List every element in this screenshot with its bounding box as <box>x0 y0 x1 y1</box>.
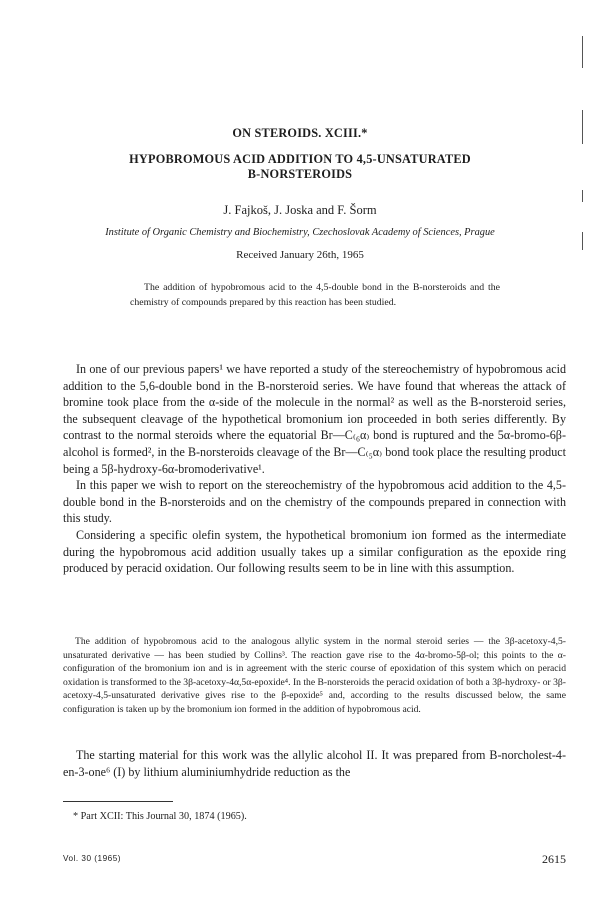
volume-label: Vol. 30 (1965) <box>63 854 121 863</box>
scan-edge-mark <box>582 36 583 68</box>
body-paragraph: Considering a specific olefin system, the hypothetical bromonium ion formed as the intermediate during the hypobromous acid addition usually takes up a similar configuration as the epoxide ring produced by peracid oxidation. Our following results seem to be in line with this assumption. <box>63 527 566 576</box>
body-paragraph: In this paper we wish to report on the stereochemistry of the hypobromous acid addition to the 4,5-double bond in the B-norsteroids and on the chemistry of the compounds prepared in connection with this study. <box>63 478 566 526</box>
small-print-paragraph <box>63 635 566 717</box>
final-body <box>63 747 566 780</box>
body-paragraph: In one of our previous papers¹ we have reported a study of the stereochemistry of hypobromous acid addition to the 5,6-double bond in the B-norsteroid series. We have found that whereas the attack of bromine took place from the α-side of the molecule in the normal² as well as the B-norsteroid series, the subsequent cleavage of the hypothetical bromonium ion proceeded in both series differently. By contrast to the normal steroids where the equatorial Br—C₍₆α₎ bond is ruptured and the 5α-bromo-6β-alcohol is formed², in the B-norsteroids cleavage of the Br—C₍₅α₎ bond took place the resulting product being a 5β-hydroxy-6α-bromoderivative¹. <box>63 362 566 476</box>
institute: Institute of Organic Chemistry and Biochemistry, Czechoslovak Academy of Sciences, Prague <box>105 227 495 238</box>
abstract-text: The addition of hypobromous acid to the 4,5-double bond in the B-norsteroids and the chemistry of compounds prepared by this reaction has been studied. <box>130 282 500 308</box>
final-paragraph: The starting material for this work was the allylic alcohol II. It was prepared from B-norcholest-4-en-3-one⁶ (I) by lithium aluminiumhydride reduction as the <box>63 748 566 779</box>
footnote-divider <box>63 801 173 802</box>
main-body <box>63 361 566 577</box>
abstract <box>130 281 500 310</box>
paper-title-line1: HYPOBROMOUS ACID ADDITION TO 4,5-UNSATURATED <box>129 152 471 166</box>
received-date: Received January 26th, 1965 <box>236 249 364 261</box>
page-number: 2615 <box>542 852 566 866</box>
footnote: * Part XCII: This Journal 30, 1874 (1965). <box>73 811 247 822</box>
small-paragraph-text: The addition of hypobromous acid to the analogous allylic system in the normal steroid series — the 3β-acetoxy-4,5-unsaturated derivative — has been studied by Collins³. The reaction gave rise to the 4α-bromo-5β-ol; this points to the α-configuration of the bromonium ion and is in agreement with the steric course of epoxidation of this system which on peracid oxidation is transformed to the 3β-acetoxy-4α,5α-epoxide⁴. In the B-norsteroids the peracid oxidation of both a 3β-hydroxy- or 3β-acetoxy-4,5-unsaturated derivative gives rise to the β-epoxide⁵ and, according to the results discussed below, the same configuration is taken up by the bromonium ion formed in the addition of hypobromous acid. <box>63 636 566 715</box>
series-title: ON STEROIDS. XCIII.* <box>232 126 368 140</box>
scan-edge-mark <box>582 190 583 202</box>
paper-title-line2: B-NORSTEROIDS <box>247 167 353 181</box>
authors: J. Fajkoš, J. Joska and F. Šorm <box>223 203 377 217</box>
